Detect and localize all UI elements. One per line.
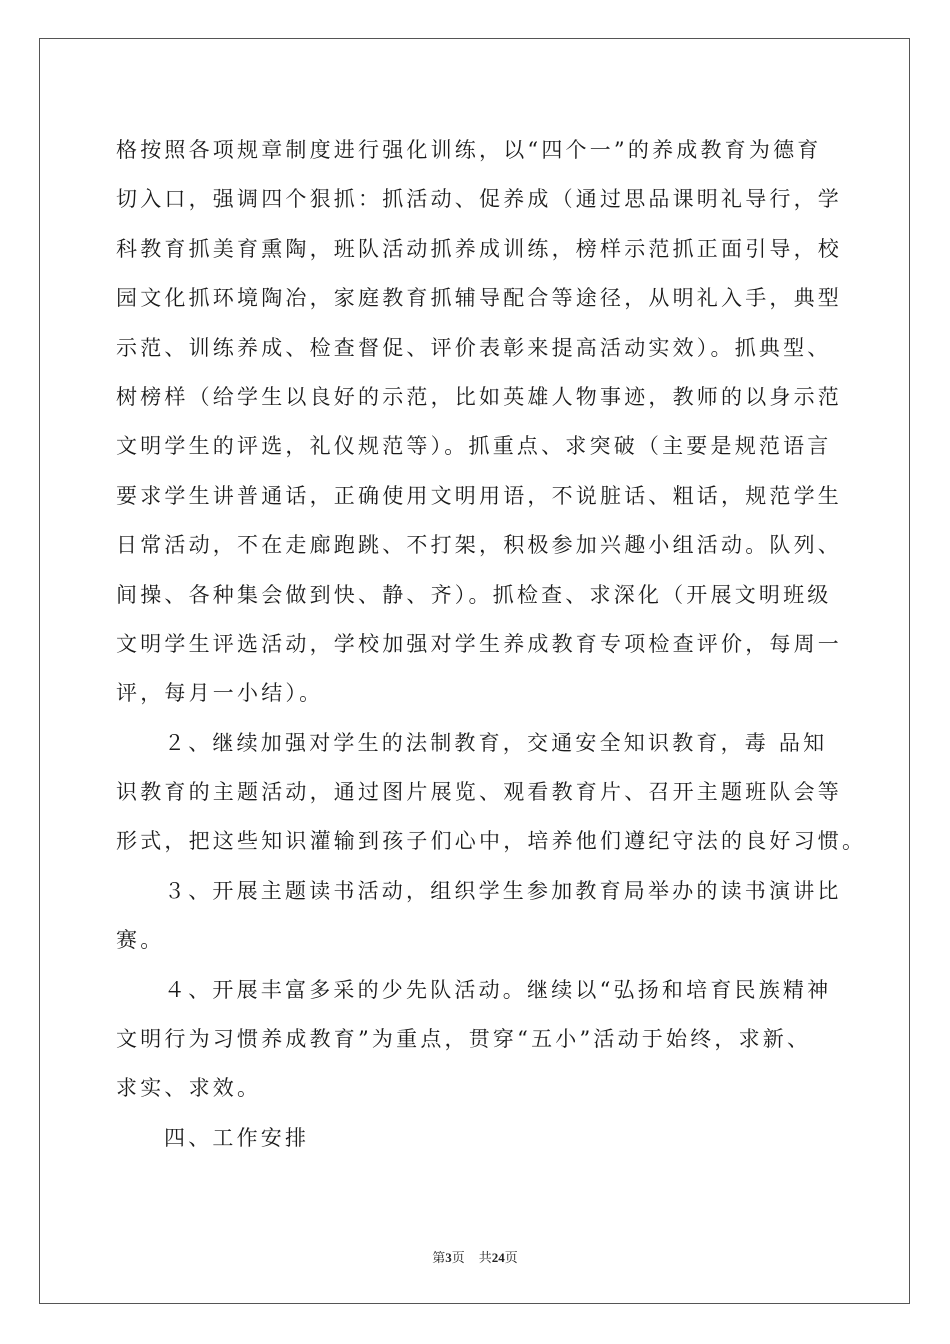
total-label-suffix: 页 xyxy=(504,1250,518,1265)
text-line: 切入口，强调四个狠抓：抓活动、促养成（通过思品课明礼导行，学 xyxy=(116,187,842,212)
text-line: 间操、各种集会做到快、静、齐）。抓检查、求深化（开展文明班级 xyxy=(116,582,832,607)
text-line: 文明学生的评选，礼仪规范等）。抓重点、求突破（主要是规范语言 xyxy=(116,434,832,459)
page-footer xyxy=(0,1247,950,1266)
text-line: 识教育的主题活动，通过图片展览、观看教育片、召开主题班队会等 xyxy=(116,780,842,805)
text-line: 求实、求效。 xyxy=(116,1076,262,1101)
section-heading: 四、工作安排 xyxy=(164,1125,310,1150)
text-line: 树榜样（给学生以良好的示范，比如英雄人物事迹，教师的以身示范 xyxy=(116,384,842,409)
text-line: 赛。 xyxy=(116,928,165,953)
total-page-number: 24 xyxy=(491,1250,505,1265)
paragraph-start-line: ４、开展丰富多采的少先队活动。继续以“弘扬和培育民族精神 xyxy=(164,977,832,1002)
text-line: 形式，把这些知识灌输到孩子们心中，培养他们遵纪守法的良好习惯。 xyxy=(116,829,867,854)
total-label-prefix: 共 xyxy=(478,1250,492,1265)
text-line: 评，每月一小结）。 xyxy=(116,681,324,706)
paragraph-start-line: ２、继续加强对学生的法制教育，交通安全知识教育，毒 品知 xyxy=(164,730,828,755)
current-page-number: 3 xyxy=(445,1250,452,1265)
text-line: 要求学生讲普通话，正确使用文明用语，不说脏话、粗话，规范学生 xyxy=(116,483,842,508)
text-line: 文明行为习惯养成教育”为重点，贯穿“五小”活动于始终，求新、 xyxy=(116,1027,812,1052)
text-line: 格按照各项规章制度进行强化训练，以“四个一”的养成教育为德育 xyxy=(116,138,822,162)
paragraph-start-line: ３、开展主题读书活动，组织学生参加教育局举办的读书演讲比 xyxy=(164,878,842,903)
text-line: 园文化抓环境陶冶，家庭教育抓辅导配合等途径，从明礼入手，典型 xyxy=(116,286,842,311)
text-line: 示范、训练养成、检查督促、评价表彰来提高活动实效）。抓典型、 xyxy=(116,335,832,360)
document-body xyxy=(116,126,867,1163)
text-line: 文明学生评选活动，学校加强对学生养成教育专项检查评价，每周一 xyxy=(116,631,842,656)
page-label-suffix: 页 xyxy=(451,1250,465,1265)
text-line: 日常活动，不在走廊跑跳、不打架，积极参加兴趣小组活动。队列、 xyxy=(116,533,842,558)
text-line: 科教育抓美育熏陶，班队活动抓养成训练，榜样示范抓正面引导，校 xyxy=(116,236,842,261)
page-label-prefix: 第 xyxy=(432,1250,446,1265)
